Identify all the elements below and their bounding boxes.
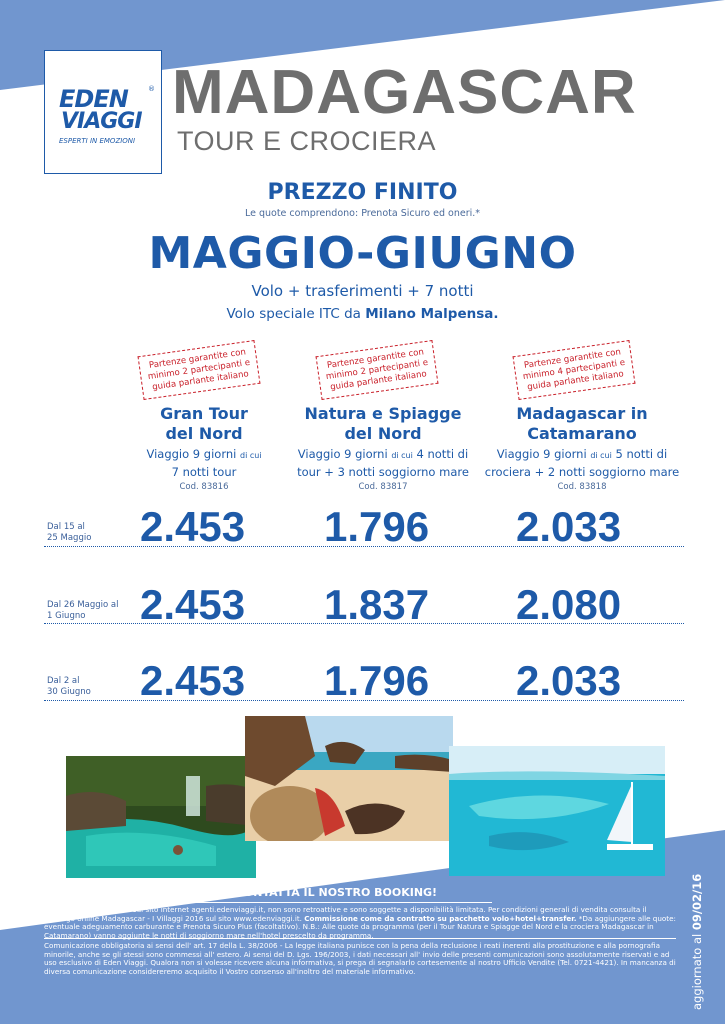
logo-word-eden: EDEN [59,85,128,113]
price-catamarano: 2.080 [516,581,622,628]
tour-title: Gran Tour del Nord [160,404,248,443]
legal-notice: Comunicazione obbligatoria ai sensi dell' art. 17 della L. 38/2006 - La legge italiana punisce con la pena della reclusione i reati inerenti alla prostituzione e alla pornografia minorile, anche se gli stessi sono commessi all' estero. Ai sensi del D. Lgs. 196/2003, i dati necessari all' invio delle presenti comunicazioni sono assolutamente riservati e ad uso esclusivo di Eden Viaggi. Qualora non si volesse ricevere alcuna informativa, si prega di segnalarlo cortesemente al nostro Ufficio Vendite (Tel. 0721-4421). In mancanza di diversa comunicazione considereremo acquisito il Vostro consenso all'inoltro del materiale informativo. [44,941,676,976]
price-gran-tour: 2.453 [140,657,246,704]
row-divider [44,623,684,624]
photo-natural-pool [66,756,256,878]
tour-code: Cod. 83817 [358,482,408,492]
tour-title: Madagascar in Catamarano [516,404,648,443]
destination-title: MADAGASCAR [172,58,637,127]
tour-description: Viaggio 9 giorni di cui 7 notti tour [146,447,262,479]
price-includes-note: Le quote comprendono: Prenota Sicuro ed oneri.* [244,208,481,219]
tour-description: Viaggio 9 giorni di cui 5 notti di crociera + 2 notti soggiorno mare [484,447,680,479]
eden-viaggi-logo [44,50,162,174]
price-gran-tour: 2.453 [140,503,246,550]
price-natura-spiagge: 1.837 [324,581,430,628]
logo-tagline: ESPERTI IN EMOZIONI [59,137,136,145]
row-date-label: Dal 15 al 25 Maggio [47,522,92,543]
updated-date-label: aggiornato al 09/02/16 [690,873,704,1010]
guarantee-stamp: Partenze garantite con minimo 4 partecipanti e guida parlante italiano [513,340,636,400]
logo-word-viaggi: VIAGGI [61,109,142,134]
flight-airport: Milano Malpensa. [365,306,499,322]
booking-contact-banner: PER MAGGIORI INFORMAZIONI CONTATTA IL NOSTRO BOOKING! [44,886,438,899]
price-natura-spiagge: 1.796 [324,657,430,704]
flight-info [0,306,725,322]
row-divider [44,546,684,547]
tour-column-gran-tour [104,404,304,492]
destination-subtitle: TOUR E CROCIERA [177,126,437,156]
row-divider [44,700,684,701]
period-title: MAGGIO-GIUGNO [148,228,577,279]
photo-catamaran-lagoon [449,746,665,876]
tour-column-natura-spiagge [283,404,483,492]
price-headline: PREZZO FINITO [267,180,458,205]
price-catamarano: 2.033 [516,503,622,550]
row-date-label: Dal 2 al 30 Giugno [47,676,91,697]
price-natura-spiagge: 1.796 [324,503,430,550]
price-catamarano: 2.033 [516,657,622,704]
tour-title: Natura e Spiagge del Nord [304,404,462,443]
terms-text: Le tariffe teleprenotabili sul sito internet agenti.edenviaggi.it, non sono retroattive e sono soggette a disponibilità limitata. Per condizioni generali di vendita consulta il catalogo online Madagascar - I Villaggi 2016 sul sito www.edenviaggi.it. Commissione come da contratto su pacchetto volo+hotel+transfer. *Da aggiungere alle quote: eventuale adeguamento carburante e Prenota Sicuro Plus (facoltativo). N.B.: Alle quote da programma (per il Tour Natura e Spiagge del Nord e la crociera Madagascar in Catamarano) vanno aggiunte le notti di soggiorno mare nell'hotel prescelto da programma. [44,905,676,940]
footer-divider [44,938,676,939]
booking-underline [44,902,492,903]
photo-beach-basket [245,716,453,841]
flight-prefix: Volo speciale ITC da [226,306,361,322]
row-date-label: Dal 26 Maggio al 1 Giugno [47,600,119,621]
tour-code: Cod. 83816 [179,482,229,492]
price-gran-tour: 2.453 [140,581,246,628]
package-description: Volo + trasferimenti + 7 notti [251,282,474,300]
tour-description: Viaggio 9 giorni di cui 4 notti di tour + 3 notti soggiorno mare [297,447,469,479]
guarantee-stamp: Partenze garantite con minimo 2 partecipanti e guida parlante italiano [138,340,261,400]
tour-code: Cod. 83818 [557,482,607,492]
tour-column-catamarano [482,404,682,492]
logo-registered-mark: ® [148,85,155,93]
guarantee-stamp: Partenze garantite con minimo 2 partecipanti e guida parlante italiano [316,340,439,400]
